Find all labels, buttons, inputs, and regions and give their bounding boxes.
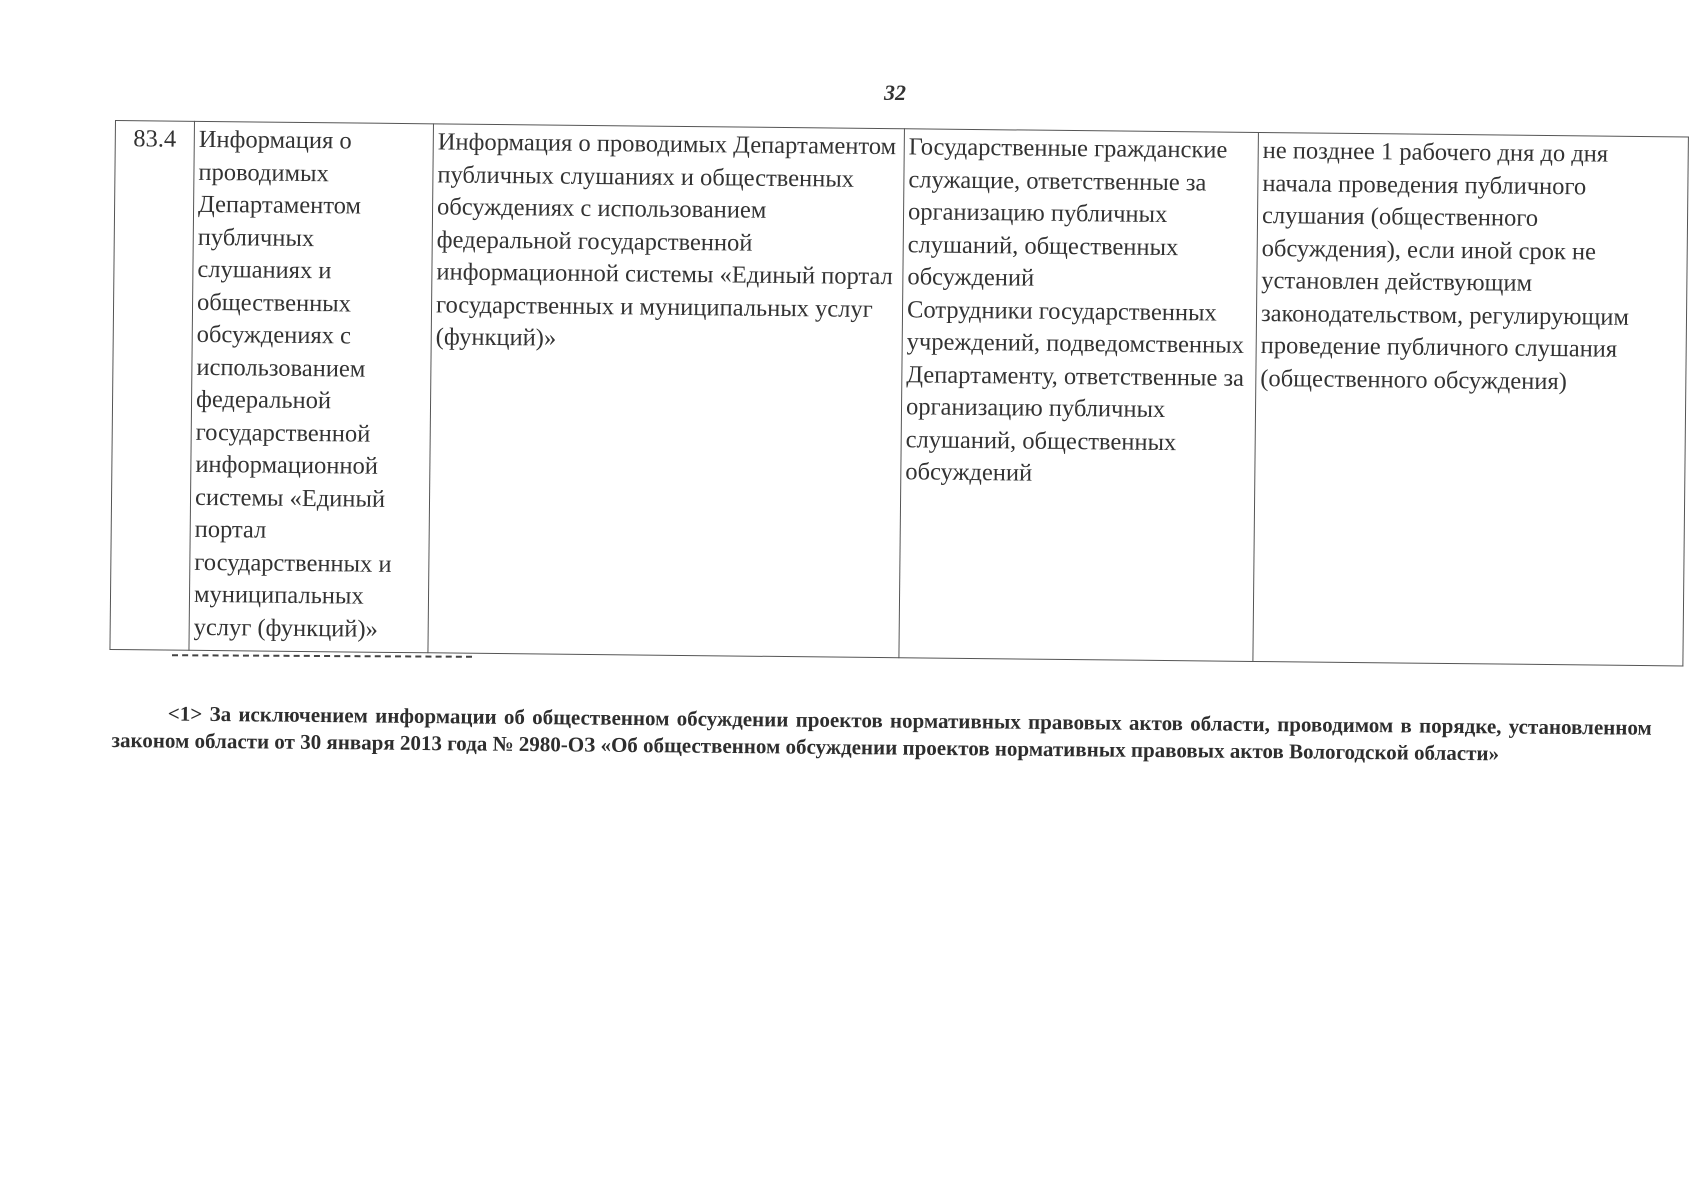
responsible-civil-servants: Государственные гражданские служащие, ответственные за организацию публичных слушаний, общественных обсуждений — [907, 133, 1228, 292]
page-number: 32 — [884, 80, 906, 105]
responsible-institution-staff: Сотрудники государственных учреждений, подведомственных Департаменту, ответственные за организацию публичных слушаний, общественных обсуждений — [905, 295, 1245, 487]
footnote-text: <1> За исключением информации об общественном обсуждении проектов нормативных правовых актов области, проводимом в порядке, установленном законом области от 30 января 2013 года № 2980-ОЗ «Об общественном обсуждении проектов нормативных правовых актов Вологодской области» — [111, 701, 1652, 766]
main-table — [109, 120, 1688, 666]
row-responsible-cell — [899, 129, 1259, 662]
document-table — [109, 120, 1662, 666]
row-content-cell: Информация о проводимых Департаментом публичных слушаниях и общественных обсуждениях с использованием федеральной государственной информационной системы «Единый портал государственных и муниципальных услуг (функций)» — [428, 124, 905, 658]
row-name-cell: Информация о проводимых Департаментом публичных слушаниях и общественных обсуждениях с использованием федеральной государственной информационной системы «Единый портал государственных и муниципальных услуг (функций)» — [189, 121, 434, 652]
table-row — [110, 121, 1688, 666]
row-number-cell: 83.4 — [110, 121, 195, 651]
footnote-separator — [172, 654, 472, 658]
row-term-cell: не позднее 1 рабочего дня до дня начала проведения публичного слушания (общественного обсуждения), если иной срок не установлен действующим законодательством, регулирующим проведение публичного слушания (общественного обсуждения) — [1253, 132, 1689, 665]
